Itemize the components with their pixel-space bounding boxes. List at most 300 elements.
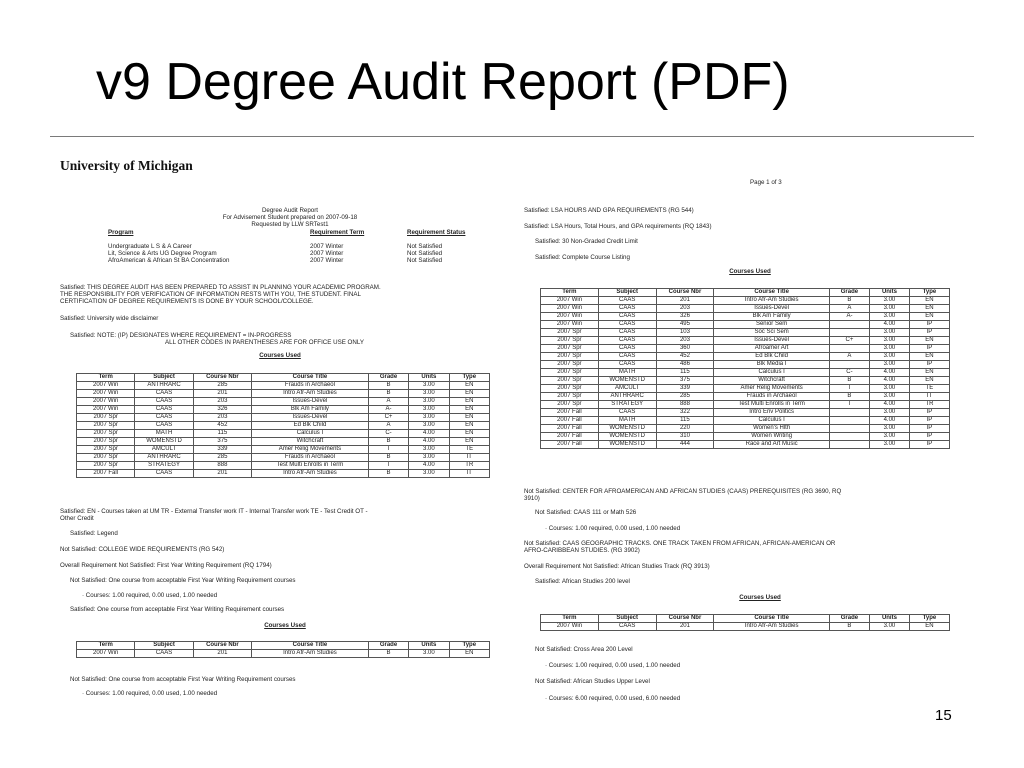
table-cell: 3.00 [869,313,909,321]
table-row [541,353,950,361]
table-cell: Ed Blk Child [714,353,830,361]
table-cell: 3.00 [409,414,449,422]
table-cell: IP [909,409,949,417]
table-cell: 3.00 [409,454,449,462]
table-cell: TE [909,385,949,393]
table-row [541,313,950,321]
african-upper-level: Not Satisfied: African Studies Upper Level [535,678,650,685]
table-cell: 326 [193,406,251,414]
table-cell: 203 [656,337,714,345]
table-cell: 375 [656,377,714,385]
table-cell: Race and Art Music [714,441,830,449]
overall-fyw-requirement: Overall Requirement Not Satisfied: First Year Writing Requirement (RQ 1794) [60,562,272,569]
cross-area-200: Not Satisfied: Cross Area 200 Level [535,646,633,653]
table-row [77,438,490,446]
table-cell: MATH [135,430,193,438]
table-cell: 201 [193,390,251,398]
table-cell: TR [909,401,949,409]
table-cell: Frauds in Archaeol [252,454,369,462]
university-disclaimer: Satisfied: University wide disclaimer [60,315,159,322]
table-cell: WOMENSTD [598,425,656,433]
table-cell: 220 [656,425,714,433]
table-cell: 360 [656,345,714,353]
table-cell: 4.00 [409,462,449,470]
table-cell: EN [909,313,949,321]
table-cell: 4.00 [869,369,909,377]
table-cell: 2007 Spr [541,377,599,385]
table-cell: 2007 Win [541,321,599,329]
column-header: Subject [135,642,193,650]
table-row [541,321,950,329]
table-cell: STRATEGY [135,462,193,470]
table-cell: CAAS [135,422,193,430]
table-row [541,441,950,449]
table-cell [829,441,869,449]
column-header: Grade [368,642,408,650]
table-row [77,650,490,658]
table-cell: 2007 Win [77,390,135,398]
table-cell: 2007 Fall [77,470,135,478]
table-cell: EN [449,414,489,422]
table-cell: CAAS [598,313,656,321]
program-name-3: AfroAmerican & African St BA Concentration [108,257,230,264]
table-cell: IP [909,441,949,449]
table-cell: B [829,393,869,401]
column-header: Units [409,374,449,382]
table-row [541,337,950,345]
table-row [541,433,950,441]
table-cell: 888 [193,462,251,470]
column-header: Course Title [252,374,369,382]
table-cell: 2007 Fall [541,441,599,449]
table-cell: IP [909,433,949,441]
column-header: Course Title [252,642,369,650]
table-cell: 2007 Spr [77,454,135,462]
fyw-not-satisfied-2: Not Satisfied: One course from acceptable First Year Writing Requirement courses [70,676,296,683]
table-row [77,430,490,438]
table-cell: 3.00 [409,446,449,454]
complete-course-listing: Satisfied: Complete Course Listing [535,254,630,261]
table-cell: CAAS [135,406,193,414]
table-cell [829,345,869,353]
program-status-1: Not Satisfied [407,243,443,250]
table-cell: B [368,454,408,462]
legend-satisfied: Satisfied: Legend [70,530,118,537]
table-cell: EN [909,369,949,377]
table-cell: EN [909,297,949,305]
table-cell: IP [909,321,949,329]
column-header: Course Title [714,289,830,297]
table-cell: 3.00 [409,406,449,414]
column-header: Units [869,615,909,623]
table-cell: EN [449,422,489,430]
column-header: Course Nbr [193,642,251,650]
table-cell: Intro Afr-Am Studies [252,650,369,658]
table-cell: B [829,297,869,305]
table-cell: Blk Media I [714,361,830,369]
table-header-row [541,289,950,297]
table-cell: CAAS [598,409,656,417]
table-cell: EN [449,390,489,398]
table-cell: B [368,382,408,390]
table-cell: B [829,623,869,631]
table-cell: 3.00 [869,425,909,433]
table-cell: 203 [193,414,251,422]
prepared-for: For Advisement Student prepared on 2007-09-18 [222,214,358,221]
table-cell: 2007 Spr [541,353,599,361]
table-cell: ANTHRARC [135,382,193,390]
table-cell: MATH [598,369,656,377]
table-cell: WOMENSTD [598,441,656,449]
legend-line-1: Satisfied: EN - Courses taken at UM TR - External Transfer work IT - Internal Transfer work TE - Test Credit OT - [60,508,368,515]
table-cell: B [368,390,408,398]
table-cell: C+ [829,337,869,345]
courses-used-heading: Courses Used [259,352,301,359]
left-courses-table [76,373,490,478]
table-cell: 103 [656,329,714,337]
table-cell: IP [909,329,949,337]
table-cell: 444 [656,441,714,449]
right-small-courses-table [540,614,950,631]
table-cell: 201 [193,470,251,478]
table-cell: EN [449,430,489,438]
table-cell: Witchcraft [252,438,369,446]
table-cell: CAAS [135,650,193,658]
table-cell: 2007 Spr [541,337,599,345]
table-cell: Frauds in Archaeol [252,382,369,390]
table-row [541,305,950,313]
table-row [77,414,490,422]
table-cell: 3.00 [869,361,909,369]
column-header: Type [909,289,949,297]
table-cell: 4.00 [409,430,449,438]
table-cell: Women Writing [714,433,830,441]
table-cell: 2007 Fall [541,409,599,417]
table-cell: MATH [598,417,656,425]
table-cell: EN [909,353,949,361]
table-cell: Ed Blk Child [252,422,369,430]
table-cell: B [368,438,408,446]
table-cell [829,425,869,433]
table-cell [829,329,869,337]
table-cell: B [368,470,408,478]
table-cell: 2007 Spr [541,369,599,377]
table-cell: B [829,377,869,385]
table-cell: 486 [656,361,714,369]
table-cell: TR [449,462,489,470]
table-cell: 2007 Spr [541,401,599,409]
table-cell: EN [449,398,489,406]
ip-note-line-1: Satisfied: NOTE: (IP) DESIGNATES WHERE REQUIREMENT = IN-PROGRESS [70,332,292,339]
table-cell: C- [368,430,408,438]
table-cell: T [829,401,869,409]
table-header-row [541,615,950,623]
caas-prereq-line-2: 3910) [524,495,540,502]
table-cell: 3.00 [869,297,909,305]
table-cell: Intro Env Politics [714,409,830,417]
table-cell: 2007 Spr [77,446,135,454]
table-cell: Soc Sci Sem [714,329,830,337]
table-cell: 3.00 [869,433,909,441]
table-cell: 4.00 [869,321,909,329]
lsa-total-hours: Satisfied: LSA Hours, Total Hours, and GPA requirements (RQ 1843) [524,223,712,230]
table-cell: 115 [656,369,714,377]
table-cell: 285 [193,454,251,462]
table-cell: 2007 Win [77,398,135,406]
column-header: Type [449,374,489,382]
table-cell: Intro Afr-Am Studies [714,297,830,305]
table-cell: CAAS [598,297,656,305]
table-cell: A [368,422,408,430]
table-cell: Witchcraft [714,377,830,385]
table-cell: 3.00 [869,353,909,361]
table-row [77,462,490,470]
table-row [541,409,950,417]
college-wide-requirements: Not Satisfied: COLLEGE WIDE REQUIREMENTS (RG 542) [60,546,225,553]
column-header: Type [449,642,489,650]
caas-111-courses: · Courses: 1.00 required, 0.00 used, 1.00 needed [545,525,681,532]
table-cell: Afroamer Art [714,345,830,353]
table-cell: Calculus I [714,369,830,377]
column-header: Units [409,642,449,650]
table-cell: 4.00 [869,417,909,425]
table-cell: 3.00 [869,385,909,393]
courses-used-heading-right-2: Courses Used [739,594,781,601]
column-header: Grade [829,289,869,297]
table-row [541,369,950,377]
page-label: Page 1 of 3 [750,179,782,186]
left-small-courses-table [76,641,490,658]
table-cell: 201 [656,623,714,631]
column-header: Course Nbr [656,615,714,623]
table-header-row [77,642,490,650]
program-header: Program [108,229,134,236]
table-cell: 3.00 [869,623,909,631]
table-cell: 452 [193,422,251,430]
table-cell: 2007 Spr [541,385,599,393]
table-cell: 2007 Spr [77,430,135,438]
table-cell: EN [909,623,949,631]
table-cell: Senior Sem [714,321,830,329]
table-cell: 2007 Fall [541,417,599,425]
table-cell: 2007 Fall [541,433,599,441]
table-cell: 888 [656,401,714,409]
program-name-2: Lit, Science & Arts UG Degree Program [108,250,217,257]
table-cell: 3.00 [869,337,909,345]
column-header: Grade [368,374,408,382]
table-cell: IT [449,454,489,462]
table-cell: 2007 Win [541,297,599,305]
fyw-satisfied: Satisfied: One course from acceptable First Year Writing Requirement courses [70,606,285,613]
table-cell: TE [449,446,489,454]
table-row [541,329,950,337]
caas-prereq-line-1: Not Satisfied: CENTER FOR AFROAMERICAN AND AFRICAN STUDIES (CAAS) PREREQUISITES (RG 3690, RQ [524,488,842,495]
table-cell: IT [449,470,489,478]
lsa-hours-gpa: Satisfied: LSA HOURS AND GPA REQUIREMENTS (RG 544) [524,207,694,214]
table-cell: A [368,398,408,406]
table-cell: 2007 Win [541,623,599,631]
table-cell: AMCULT [598,385,656,393]
table-row [77,470,490,478]
cross-area-courses: · Courses: 1.00 required, 0.00 used, 1.00 needed [545,662,681,669]
table-row [77,454,490,462]
table-cell: 2007 Win [541,305,599,313]
table-cell: EN [449,406,489,414]
table-cell: 4.00 [409,438,449,446]
table-cell: Frauds in Archaeol [714,393,830,401]
table-cell: CAAS [598,361,656,369]
caas-111: Not Satisfied: CAAS 111 or Math 526 [535,509,637,516]
geo-tracks-line-1: Not Satisfied: CAAS GEOGRAPHIC TRACKS. ONE TRACK TAKEN FROM AFRICAN, AFRICAN-AMERICAN OR [524,540,836,547]
table-cell: Amer Relig Movements [714,385,830,393]
table-cell: 2007 Fall [541,425,599,433]
table-cell: EN [909,337,949,345]
table-row [541,297,950,305]
table-cell: 3.00 [409,398,449,406]
table-cell: 2007 Win [77,406,135,414]
column-header: Units [869,289,909,297]
table-row [541,425,950,433]
table-cell: Test Multi Enrolls in Term [252,462,369,470]
geo-tracks-line-2: AFRO-CARIBBEAN STUDIES. (RG 3902) [524,547,640,554]
table-row [541,623,950,631]
table-row [541,393,950,401]
courses-used-heading-2: Courses Used [264,622,306,629]
table-cell: IT [909,393,949,401]
table-cell: IP [909,425,949,433]
table-cell: STRATEGY [598,401,656,409]
program-name-1: Undergraduate L S & A Career [108,243,192,250]
table-row [77,406,490,414]
table-cell: IP [909,345,949,353]
table-cell: 2007 Spr [77,438,135,446]
table-cell: 3.00 [409,390,449,398]
disclaimer-line-2: THE RESPONSIBILITY FOR VERIFICATION OF INFORMATION RESTS WITH YOU, THE STUDENT. FINAL [60,291,361,298]
table-row [541,377,950,385]
table-cell: WOMENSTD [135,438,193,446]
table-cell [829,321,869,329]
table-cell: 2007 Spr [77,414,135,422]
table-cell: 3.00 [869,393,909,401]
table-cell: CAAS [135,414,193,422]
program-status-3: Not Satisfied [407,257,443,264]
table-cell: Intro Afr-Am Studies [252,470,369,478]
req-term-header: Requirement Term [310,229,365,236]
table-cell: Calculus I [252,430,369,438]
column-header: Term [541,289,599,297]
table-cell: 3.00 [869,345,909,353]
table-cell: 310 [656,433,714,441]
column-header: Grade [829,615,869,623]
column-header: Term [77,642,135,650]
table-cell: B [368,650,408,658]
table-cell: Blk Am Family [252,406,369,414]
table-cell: 3.00 [409,650,449,658]
table-cell: A [829,353,869,361]
report-title: Degree Audit Report [261,207,319,214]
table-cell: CAAS [135,470,193,478]
table-row [541,385,950,393]
table-cell: Issues-Devel [252,414,369,422]
program-term-2: 2007 Winter [310,250,344,257]
table-cell: 3.00 [409,382,449,390]
ip-note-line-2: ALL OTHER CODES IN PARENTHESES ARE FOR OFFICE USE ONLY [165,339,364,346]
table-cell: CAAS [135,398,193,406]
table-row [77,398,490,406]
table-cell: Issues-Devel [252,398,369,406]
req-status-header: Requirement Status [407,229,466,236]
table-cell: EN [449,650,489,658]
table-cell: 3.00 [409,422,449,430]
table-row [77,390,490,398]
program-term-1: 2007 Winter [310,243,344,250]
table-cell: EN [449,438,489,446]
table-cell: 495 [656,321,714,329]
table-cell: CAAS [598,623,656,631]
overall-african-track: Overall Requirement Not Satisfied: African Studies Track (RQ 3913) [524,563,710,570]
column-header: Term [77,374,135,382]
table-cell: A- [368,406,408,414]
table-cell: A [829,305,869,313]
fyw-not-satisfied-1: Not Satisfied: One course from acceptable First Year Writing Requirement courses [70,577,296,584]
right-courses-table [540,288,950,449]
table-cell: AMCULT [135,446,193,454]
table-cell: 285 [656,393,714,401]
table-cell: 2007 Spr [541,345,599,353]
disclaimer-line-1: Satisfied: THIS DEGREE AUDIT HAS BEEN PREPARED TO ASSIST IN PLANNING YOUR ACADEMIC PROGRAM. [60,284,381,291]
table-cell [829,417,869,425]
table-cell: 326 [656,313,714,321]
table-row [77,422,490,430]
table-cell: CAAS [135,390,193,398]
column-header: Type [909,615,949,623]
table-cell: 203 [193,398,251,406]
table-cell: ANTHRARC [598,393,656,401]
table-cell [829,361,869,369]
table-cell: ANTHRARC [135,454,193,462]
table-cell: Calculus I [714,417,830,425]
table-row [541,417,950,425]
table-cell: 115 [656,417,714,425]
table-cell: Women's Hlth [714,425,830,433]
table-cell: 3.00 [869,441,909,449]
table-row [77,446,490,454]
table-cell: Amer Relig Movements [252,446,369,454]
table-cell: Test Multi Enrolls in Term [714,401,830,409]
table-cell: Intro Afr-Am Studies [252,390,369,398]
african-200-level: Satisfied: African Studies 200 level [535,578,630,585]
table-cell: 2007 Spr [541,393,599,401]
table-cell: 285 [193,382,251,390]
table-cell: T [368,446,408,454]
table-cell: EN [909,377,949,385]
table-cell: 201 [193,650,251,658]
table-cell: 203 [656,305,714,313]
table-cell: T [368,462,408,470]
table-cell: 2007 Spr [541,361,599,369]
african-upper-courses: · Courses: 6.00 required, 0.00 used, 6.00 needed [545,695,681,702]
table-row [541,401,950,409]
table-cell: 2007 Spr [541,329,599,337]
university-name: University of Michigan [60,158,193,173]
legend-line-2: Other Credit [60,515,94,522]
column-header: Term [541,615,599,623]
table-cell: Issues-Devel [714,305,830,313]
table-cell: CAAS [598,337,656,345]
table-cell: T [829,385,869,393]
fyw-courses-2: · Courses: 1.00 required, 0.00 used, 1.00 needed [82,690,218,697]
table-cell: CAAS [598,345,656,353]
